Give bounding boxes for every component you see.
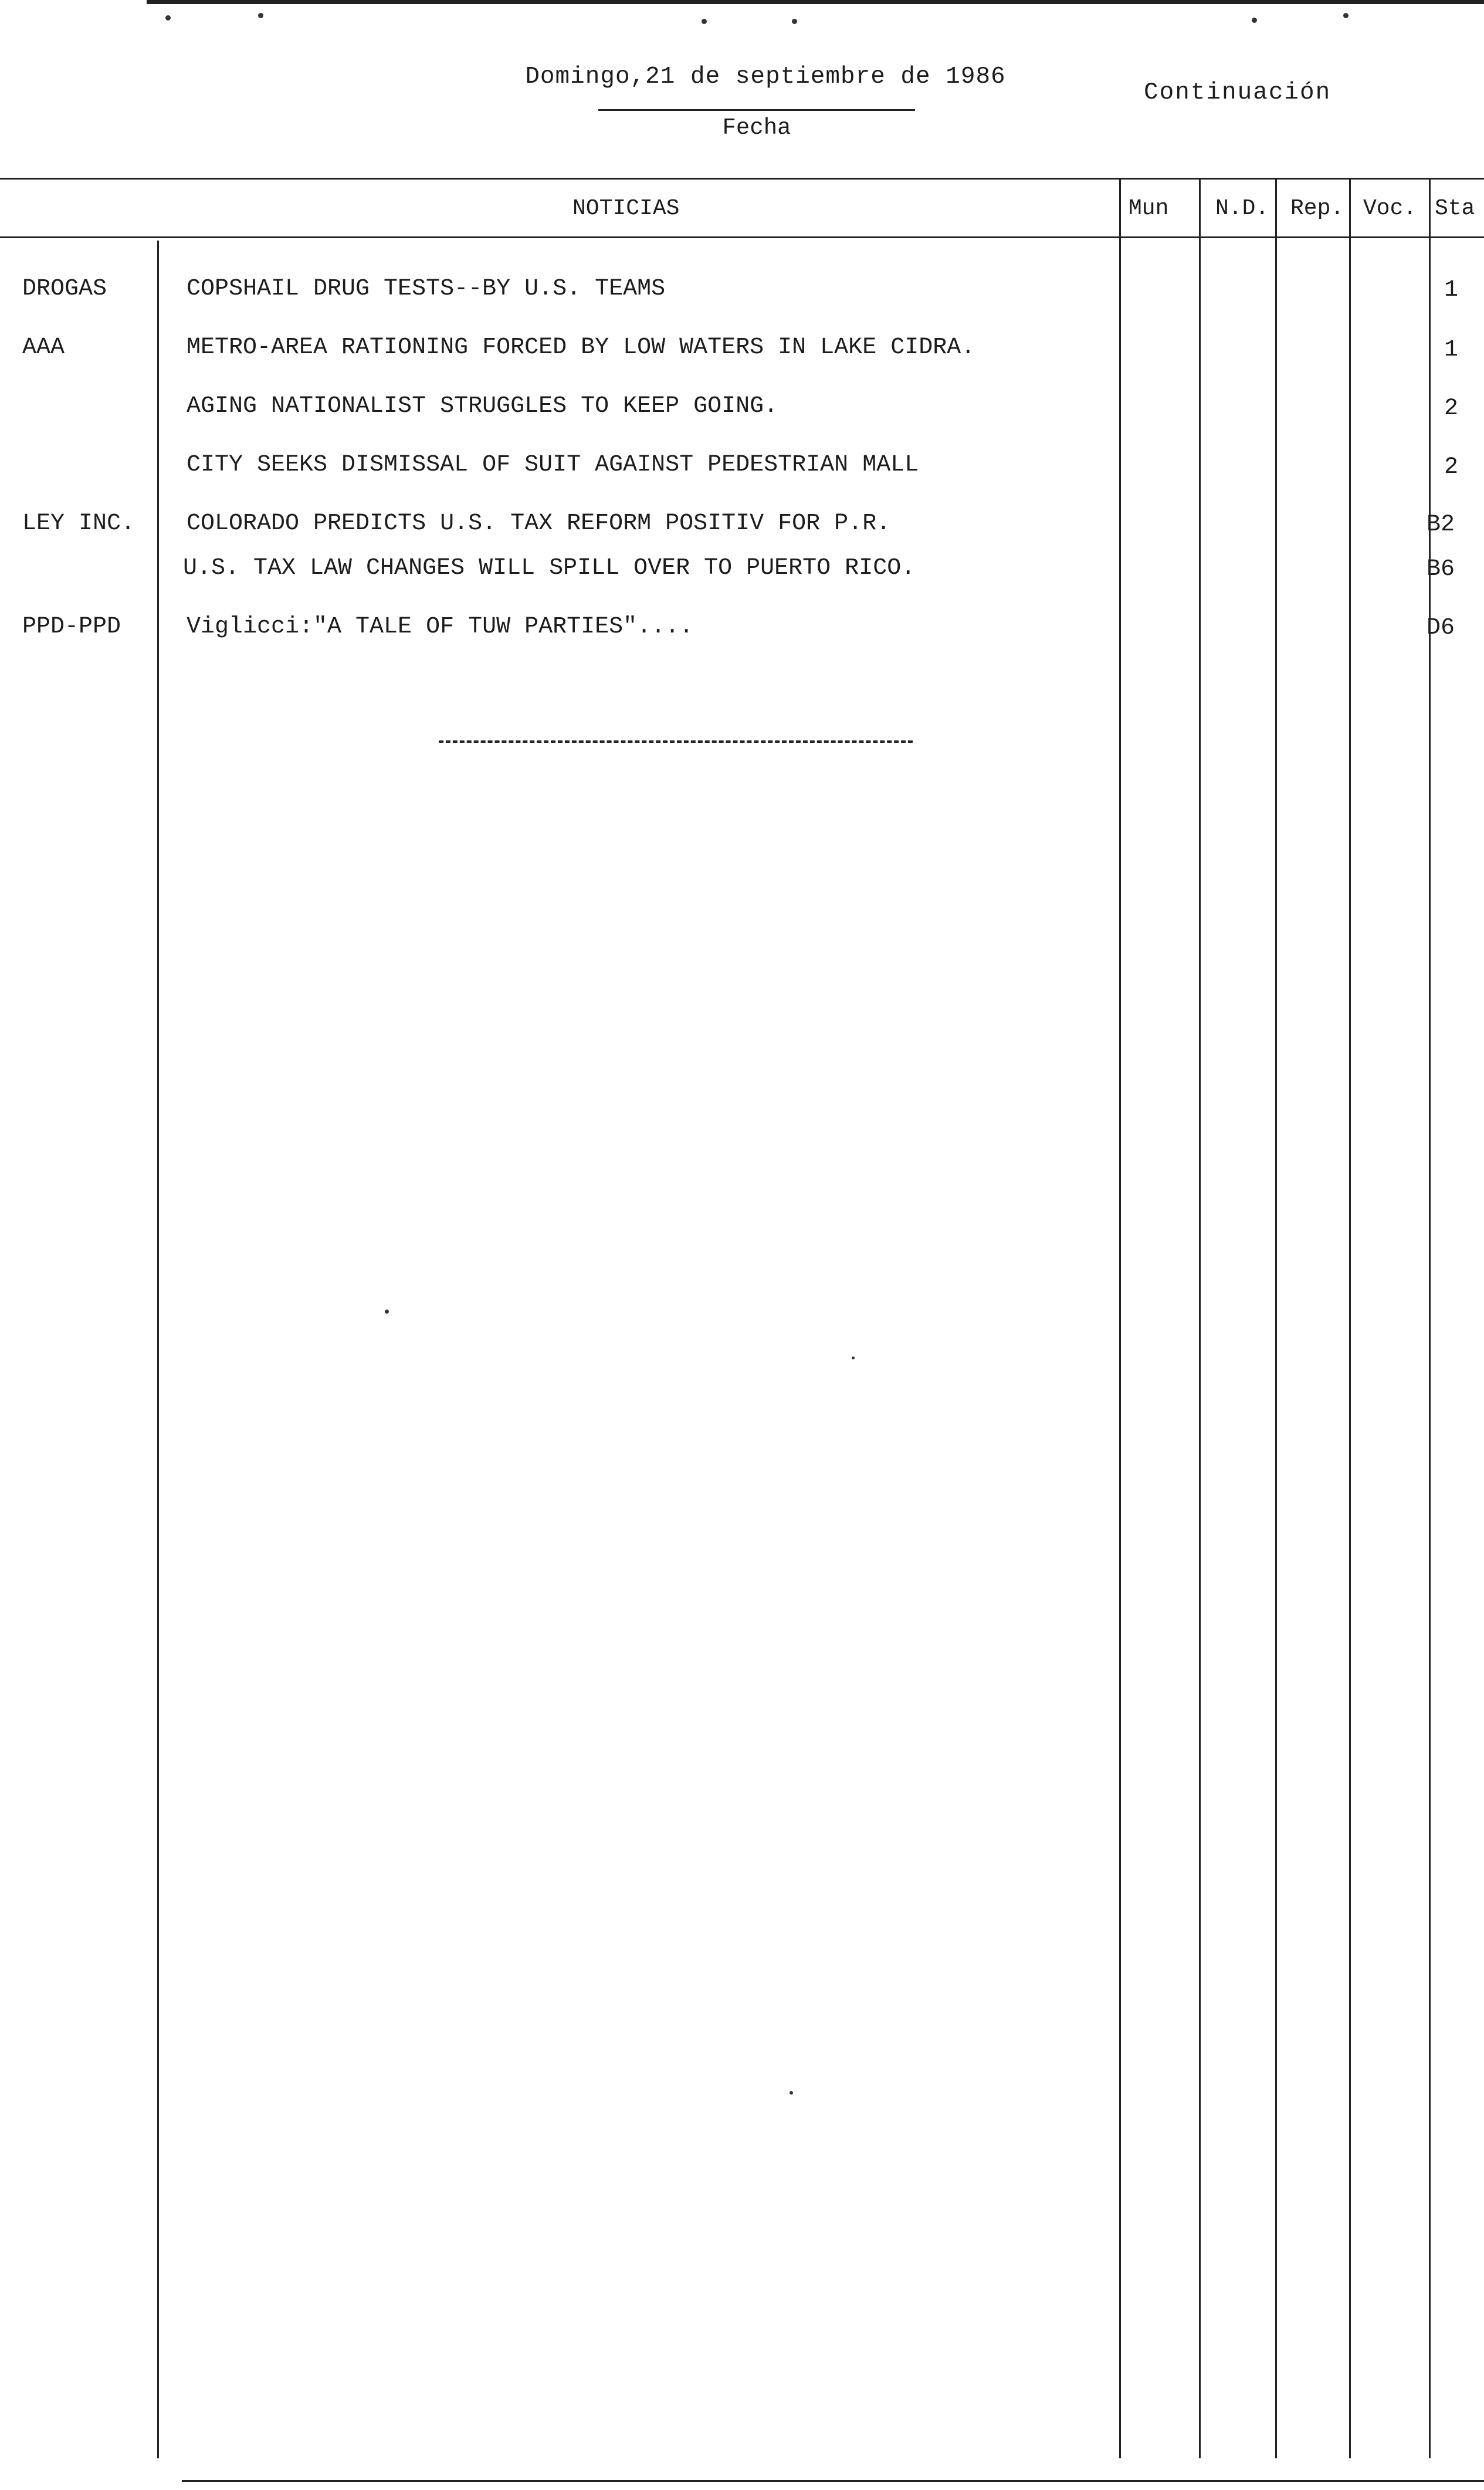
row-headline: AGING NATIONALIST STRUGGLES TO KEEP GOING. [187, 393, 778, 419]
top-border [147, 0, 1484, 4]
column-header-mun: Mun [1129, 196, 1169, 221]
column-header-voc: Voc. [1363, 196, 1417, 221]
date-underline [598, 109, 915, 111]
continuation-label: Continuación [1144, 79, 1331, 106]
row-page: D6 [1427, 615, 1455, 641]
mun-column-divider [1119, 178, 1121, 2458]
scan-speck [852, 1356, 855, 1359]
rep-column-divider [1275, 178, 1277, 2458]
scan-speck [790, 2091, 793, 2095]
scan-speck [702, 19, 707, 24]
header-bottom-rule [0, 236, 1484, 238]
row-page: B6 [1427, 556, 1455, 583]
scan-speck [1252, 18, 1257, 23]
row-topic-label: DROGAS [22, 276, 107, 302]
row-page: 2 [1444, 454, 1459, 481]
column-header-news: NOTICIAS [572, 196, 680, 221]
row-headline: Viglicci:"A TALE OF TUW PARTIES".... [187, 614, 694, 640]
label-column-divider [157, 241, 159, 2458]
row-page: 1 [1444, 337, 1459, 363]
row-page: 1 [1444, 277, 1459, 303]
row-headline: METRO-AREA RATIONING FORCED BY LOW WATERS IN LAKE CIDRA. [187, 334, 975, 361]
scan-speck [792, 19, 797, 24]
row-page: 2 [1444, 395, 1459, 422]
row-page: B2 [1427, 512, 1455, 538]
row-topic-label: AAA [22, 334, 65, 361]
scan-speck [1343, 13, 1349, 18]
voc-column-divider [1349, 178, 1351, 2458]
row-headline: U.S. TAX LAW CHANGES WILL SPILL OVER TO PUERTO RICO. [183, 555, 916, 581]
row-headline: COLORADO PREDICTS U.S. TAX REFORM POSITIV FOR P.R. [187, 510, 891, 537]
date-text: Domingo,21 de septiembre de 1986 [525, 63, 1006, 90]
nd-column-divider [1199, 178, 1201, 2458]
column-header-nd: N.D. [1215, 196, 1269, 221]
column-header-rep: Rep. [1290, 196, 1344, 221]
table-top-rule [0, 178, 1484, 180]
row-topic-label: PPD-PPD [22, 614, 121, 640]
scan-speck [385, 1310, 389, 1314]
column-header-star: Sta [1435, 196, 1475, 221]
row-headline: COPSHAIL DRUG TESTS--BY U.S. TEAMS [187, 276, 666, 302]
date-caption: Fecha [722, 115, 791, 141]
scan-speck [165, 15, 171, 21]
row-topic-label: LEY INC. [22, 510, 135, 537]
end-of-list-separator [439, 740, 913, 743]
scan-speck [258, 13, 263, 18]
table-bottom-rule [182, 2480, 1484, 2482]
row-headline: CITY SEEKS DISMISSAL OF SUIT AGAINST PEDESTRIAN MALL [187, 452, 919, 478]
